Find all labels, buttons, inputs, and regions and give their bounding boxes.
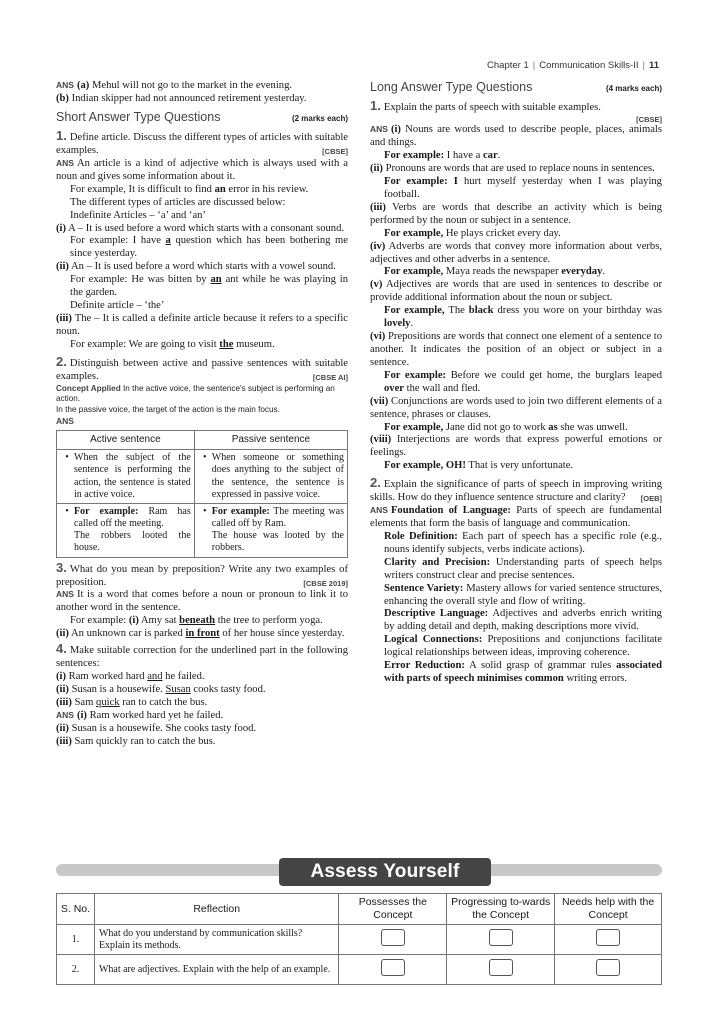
left-column	[56, 80, 348, 749]
table-row: • For example: Ram has called off the meeting. The robbers looted the house. • For example: The meeting was called off by Ram. The house was looted by the robbers.	[57, 503, 348, 557]
needs-help-header: Needs help with the Concept	[555, 894, 662, 925]
descriptive-language: Descriptive Language: Adjectives and adverbs enrich writing by adding detail and depth, making descriptions more vivid.	[384, 608, 662, 633]
answer-1-types: The different types of articles are discussed below:	[70, 196, 286, 208]
reflection-header: Reflection	[94, 894, 338, 925]
pronouns: (ii) Pronouns are words that are used to replace nouns in sentences.	[370, 163, 655, 175]
chapter-title: Communication Skills-II	[539, 60, 639, 71]
q4-item-2: (ii) Susan is a housewife. Susan cooks tasty food.	[56, 683, 266, 695]
possesses-checkbox[interactable]	[381, 929, 405, 946]
answer-3: ANS It is a word that comes before a noun or pronoun to link it to another word in the sentence.	[56, 589, 348, 614]
long-question-2: 2. Explain the significance of parts of speech in improving writing skills. How do they influence sentence structure and clarity? [OEB]	[370, 475, 662, 504]
table-row	[57, 955, 662, 985]
answer-1-example: For example, It is difficult to find an error in his review.	[70, 183, 309, 195]
question-3: 3. What do you mean by preposition? Write any two examples of preposition. [CBSE 2019]	[56, 559, 348, 588]
row-number: 1.	[57, 925, 95, 955]
top-answer-a: ANS (a) Mehul will not go to the market in the evening.	[56, 80, 293, 91]
question-1: 1. Define article. Discuss the different types of articles with suitable examples. [CBSE]	[56, 128, 348, 157]
sentence-variety: Sentence Variety: Mastery allows for varied sentence structures, enhancing the overall style and flow of writing.	[384, 582, 662, 607]
question-2: 2. Distinguish between active and passive sentences with suitable examples. [CBSE AI]	[56, 353, 348, 382]
concept-applied: Concept Applied In the active voice, the sentence's subject is performing an action. In the passive voice, the target of the action is the main focus.	[56, 383, 335, 414]
adjectives-example: For example, The black dress you wore on your birthday was lovely.	[384, 305, 662, 330]
table-header: Active sentence	[57, 430, 195, 449]
possesses-checkbox[interactable]	[381, 959, 405, 976]
foundation-of-language: ANS Foundation of Language: Parts of speech are fundamental elements that form the basis of language and communication.	[370, 505, 662, 529]
page-number: 11	[648, 60, 659, 71]
possesses-header: Possesses the Concept	[339, 894, 447, 925]
article-a-example: For example: I have a question which has been bothering me since yesterday.	[70, 235, 348, 260]
reflection-text: What are adjectives. Explain with the help of an example.	[94, 955, 338, 985]
q4-item-3: (iii) Sam quick ran to catch the bus.	[56, 696, 208, 708]
answer-3-example-1: For example: (i) Amy sat beneath the tree to perform yoga.	[70, 615, 323, 627]
pronouns-example: For example: I hurt myself yesterday when I was playing football.	[384, 176, 662, 200]
verbs-example: For example, He plays cricket every day.	[384, 227, 561, 239]
question-4: 4. Make suitable correction for the underlined part in the following sentences:	[56, 641, 348, 670]
assess-yourself-title: Assess Yourself	[279, 858, 491, 886]
q4-item-1: (i) Ram worked hard and he failed.	[56, 671, 205, 682]
answer-2-label: ANS	[56, 415, 74, 426]
sno-header: S. No.	[57, 894, 95, 925]
adjectives: (v) Adjectives are words that are used in sentences to describe or provide additional information about the noun or subject.	[370, 279, 662, 304]
clarity-and-precision: Clarity and Precision: Understanding parts of speech helps writers construct clear and precise sentences.	[384, 556, 662, 581]
article-the: (iii) The – It is called a definite article because it refers to a specific noun.	[56, 313, 348, 337]
needs-help-checkbox[interactable]	[596, 959, 620, 976]
page-header: Chapter 1 | Communication Skills-II | 11	[487, 60, 659, 71]
conjunctions-example: For example, Jane did not go to work as she was unwell.	[384, 421, 628, 433]
oeb-tag: [OEB]	[640, 494, 662, 504]
nouns: ANS (i) Nouns are words used to describe people, places, animals and things.	[370, 124, 662, 149]
definite-article: Definite article – ‘the’	[70, 300, 165, 312]
article-an-example: For example: He was bitten by an ant while he was playing in the garden.	[70, 274, 349, 299]
answer-4-1: ANS (i) Ram worked hard yet he failed.	[56, 709, 224, 721]
chapter-label: Chapter 1	[487, 60, 529, 71]
answer-4-2: (ii) Susan is a housewife. She cooks tasty food.	[56, 722, 257, 734]
logical-connections: Logical Connections: Prepositions and conjunctions facilitate logical relationships between ideas, improving coherence.	[384, 634, 662, 659]
long-answer-heading: Long Answer Type Questions (4 marks each)	[370, 80, 662, 94]
answer-3-example-2: (ii) An unknown car is parked in front of her house since yesterday.	[56, 628, 345, 640]
article-a: (i) A – It is used before a word which starts with a consonant sound.	[56, 222, 345, 234]
interjections-example: For example, OH! That is very unfortunate.	[384, 460, 574, 472]
table-row	[57, 925, 662, 955]
interjections: (viii) Interjections are words that express powerful emotions or feelings.	[370, 434, 662, 459]
answer-1: ANS An article is a kind of adjective which is always used with a noun and gives some information about it.	[56, 157, 348, 182]
long-question-1: 1. Explain the parts of speech with suitable examples.	[370, 98, 601, 114]
progressing-header: Progressing to-wards the Concept	[447, 894, 555, 925]
adverbs: (iv) Adverbs are words that convey more information about verbs, adjectives and other adverbs in a sentence.	[370, 240, 662, 265]
cbse-ai-tag: [CBSE AI]	[312, 372, 348, 382]
right-column	[370, 80, 662, 686]
cbse-tag: [CBSE]	[322, 147, 348, 157]
needs-help-checkbox[interactable]	[596, 929, 620, 946]
adverbs-example: For example, Maya reads the newspaper everyday.	[384, 266, 606, 278]
prepositions: (vi) Prepositions are words that connect one element of a sentence to another. It indicates the position of an object or subject in a sentence.	[370, 331, 662, 368]
nouns-example: For example: I have a car.	[384, 150, 501, 162]
row-number: 2.	[57, 955, 95, 985]
active-passive-table	[56, 430, 348, 558]
cbse-2019-tag: [CBSE 2019]	[303, 578, 348, 588]
table-row: • When the subject of the sentence is performing the action, the sentence is stated in active voice. • When someone or something does anything to the subject of the sentence, the sentence is expressed in passive voice.	[57, 450, 348, 504]
progressing-checkbox[interactable]	[489, 959, 513, 976]
top-answer-b: (b) Indian skipper had not announced retirement yesterday.	[56, 92, 307, 104]
prepositions-example: For example: Before we could get home, the burglars leaped over the wall and fled.	[384, 369, 662, 394]
verbs: (iii) Verbs are words that describe an activity which is being performed by the noun or subject in a sentence.	[370, 201, 662, 226]
assess-yourself-banner	[56, 858, 662, 888]
conjunctions: (vii) Conjunctions are words used to join two different elements of a sentence, phrases or clauses.	[370, 395, 662, 420]
article-an: (ii) An – It is used before a word which starts with a vowel sound.	[56, 261, 336, 273]
cbse-tag: [CBSE]	[636, 115, 662, 125]
assess-table	[56, 893, 662, 985]
short-answer-heading: Short Answer Type Questions (2 marks each)	[56, 109, 348, 124]
progressing-checkbox[interactable]	[489, 929, 513, 946]
answer-4-3: (iii) Sam quickly ran to catch the bus.	[56, 735, 216, 747]
table-header: Passive sentence	[194, 430, 347, 449]
reflection-text: What do you understand by communication skills? Explain its methods.	[94, 925, 338, 955]
indefinite-articles: Indefinite Articles – ‘a’ and ‘an’	[70, 209, 206, 221]
error-reduction: Error Reduction: A solid grasp of grammar rules associated with parts of speech minimises common writing errors.	[384, 660, 662, 685]
role-definition: Role Definition: Each part of speech has a specific role (e.g., nouns identify subjects, verbs indicate actions).	[384, 530, 662, 555]
article-the-example: For example: We are going to visit the museum.	[70, 338, 275, 350]
